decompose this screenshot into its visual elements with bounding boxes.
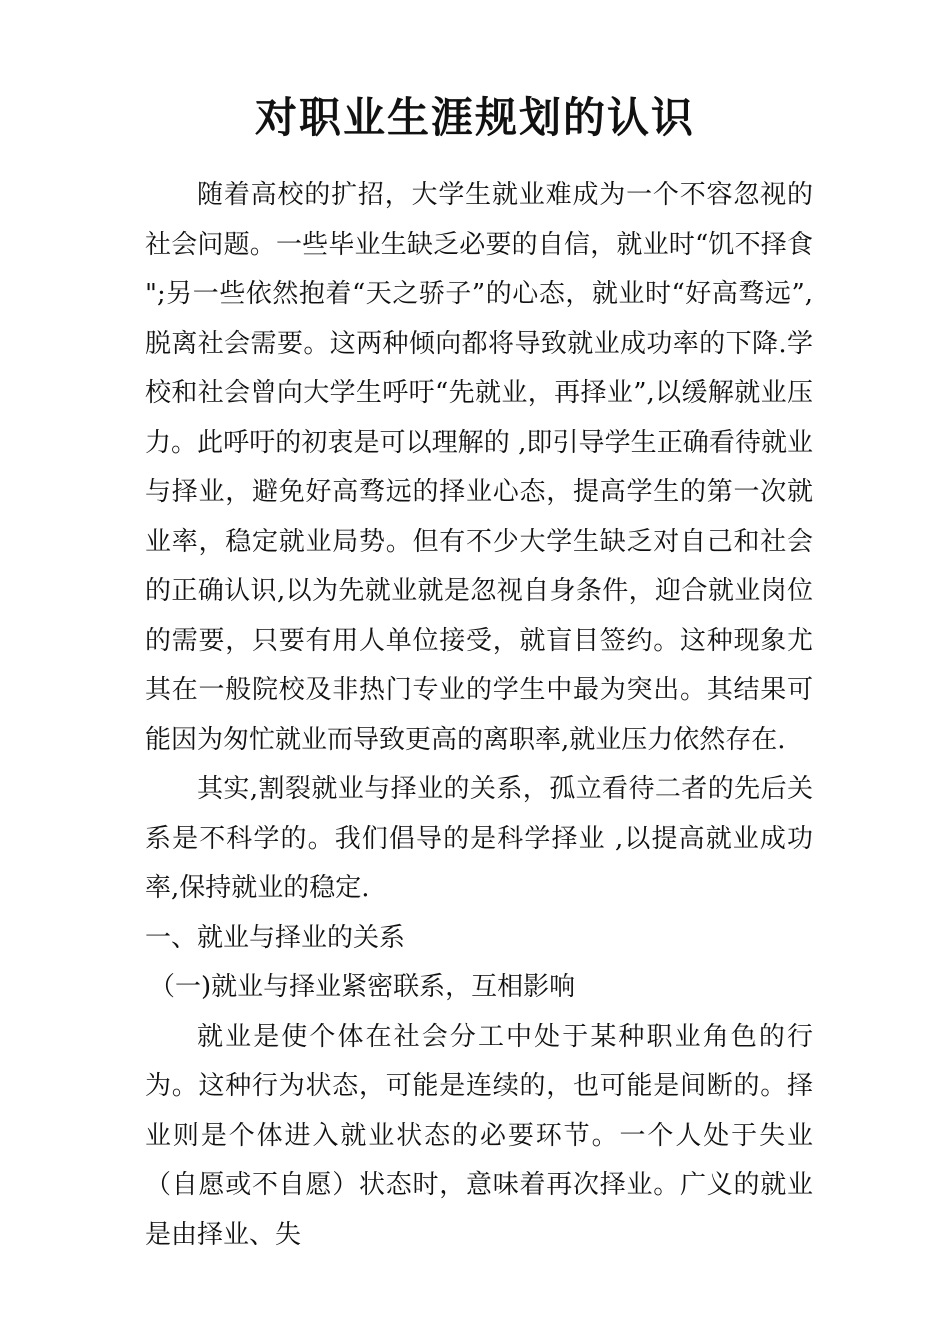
section-heading-1: 一、就业与择业的关系 — [145, 922, 406, 953]
subsection-heading-1: （一)就业与择业紧密联系，互相影响 — [149, 972, 576, 1002]
document-title: 对职业生涯规划的认识 — [254, 93, 695, 142]
paragraph-3: 就业是使个体在社会分工中处于某种职业角色的行为。这种行为状态，可能是连续的，也可能是间断的。择业则是个体进入就业状态的必要环节。一个人处于失业（自愿或不自愿）状态时，意味着再次择业。广义的就业是由择业、失 — [145, 1021, 813, 1250]
document-body — [145, 171, 813, 1260]
paragraph-2: 其实,割裂就业与择业的关系，孤立看待二者的先后关系是不科学的。我们倡导的是科学择业 ,以提高就业成功率,保持就业的稳定. — [145, 774, 813, 903]
paragraph-1: 随着高校的扩招，大学生就业难成为一个不容忽视的社会问题。一些毕业生缺乏必要的自信，就业时“饥不择食 ";另一些依然抱着“天之骄子”的心态，就业时“好高骛远”,脱离社会需要。这两种倾向都将导致就业成功率的下降.学校和社会曾向大学生呼吁“先就业，再择业”,以缓解就业压力。此呼吁的初衷是可以理解的 ,即引导学生正确看待就业与择业，避免好高骛远的择业心态，提高学生的第一次就业率，稳定就业局势。但有不少大学生缺乏对自己和社会的正确认识,以为先就业就是忽视自身条件，迎合就业岗位的需要，只要有用人单位接受，就盲目签约。这种现象尤其在一般院校及非热门专业的学生中最为突出。其结果可能因为匆忙就业而导致更高的离职率,就业压力依然存在. — [145, 180, 813, 755]
